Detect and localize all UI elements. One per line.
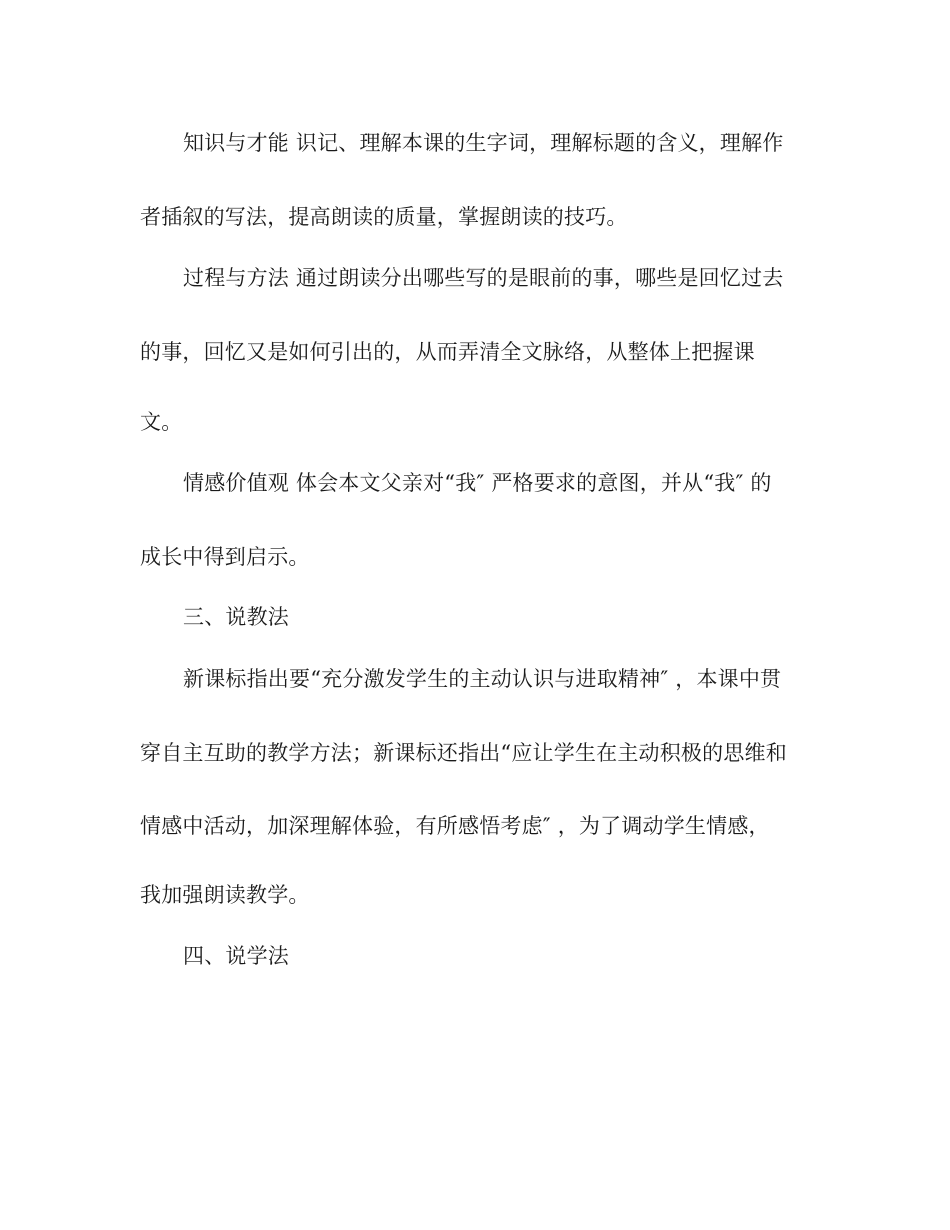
paragraph-curriculum-line-4: 我加强朗读教学。: [140, 883, 310, 907]
paragraph-process-line-1: 过程与方法 通过朗读分出哪些写的是眼前的事，哪些是回忆过去: [183, 266, 784, 290]
paragraph-process-line-3: 文。: [140, 410, 183, 434]
paragraph-emotion-line-1: 情感价值观 体会本文父亲对“我″ 严格要求的意图，并从“我″ 的: [183, 471, 772, 495]
heading-learning-method: 四、说学法: [183, 944, 289, 968]
paragraph-knowledge-line-2: 者插叙的写法，提高朗读的质量，掌握朗读的技巧。: [140, 205, 628, 229]
paragraph-curriculum-line-3: 情感中活动，加深理解体验，有所感悟考虑″ ，为了调动学生情感，: [140, 814, 770, 838]
paragraph-curriculum-line-2: 穿自主互助的教学方法；新课标还指出“应让学生在主动积极的思维和: [140, 741, 787, 765]
paragraph-curriculum-line-1: 新课标指出要“充分激发学生的主动认识与进取精神″ ，本课中贯: [183, 667, 782, 691]
heading-teaching-method: 三、说教法: [183, 605, 289, 629]
paragraph-emotion-line-2: 成长中得到启示。: [140, 545, 310, 569]
paragraph-process-line-2: 的事，回忆又是如何引出的，从而弄清全文脉络，从整体上把握课: [140, 340, 755, 364]
paragraph-knowledge-line-1: 知识与才能 识记、理解本课的生字词，理解标题的含义，理解作: [183, 131, 784, 155]
